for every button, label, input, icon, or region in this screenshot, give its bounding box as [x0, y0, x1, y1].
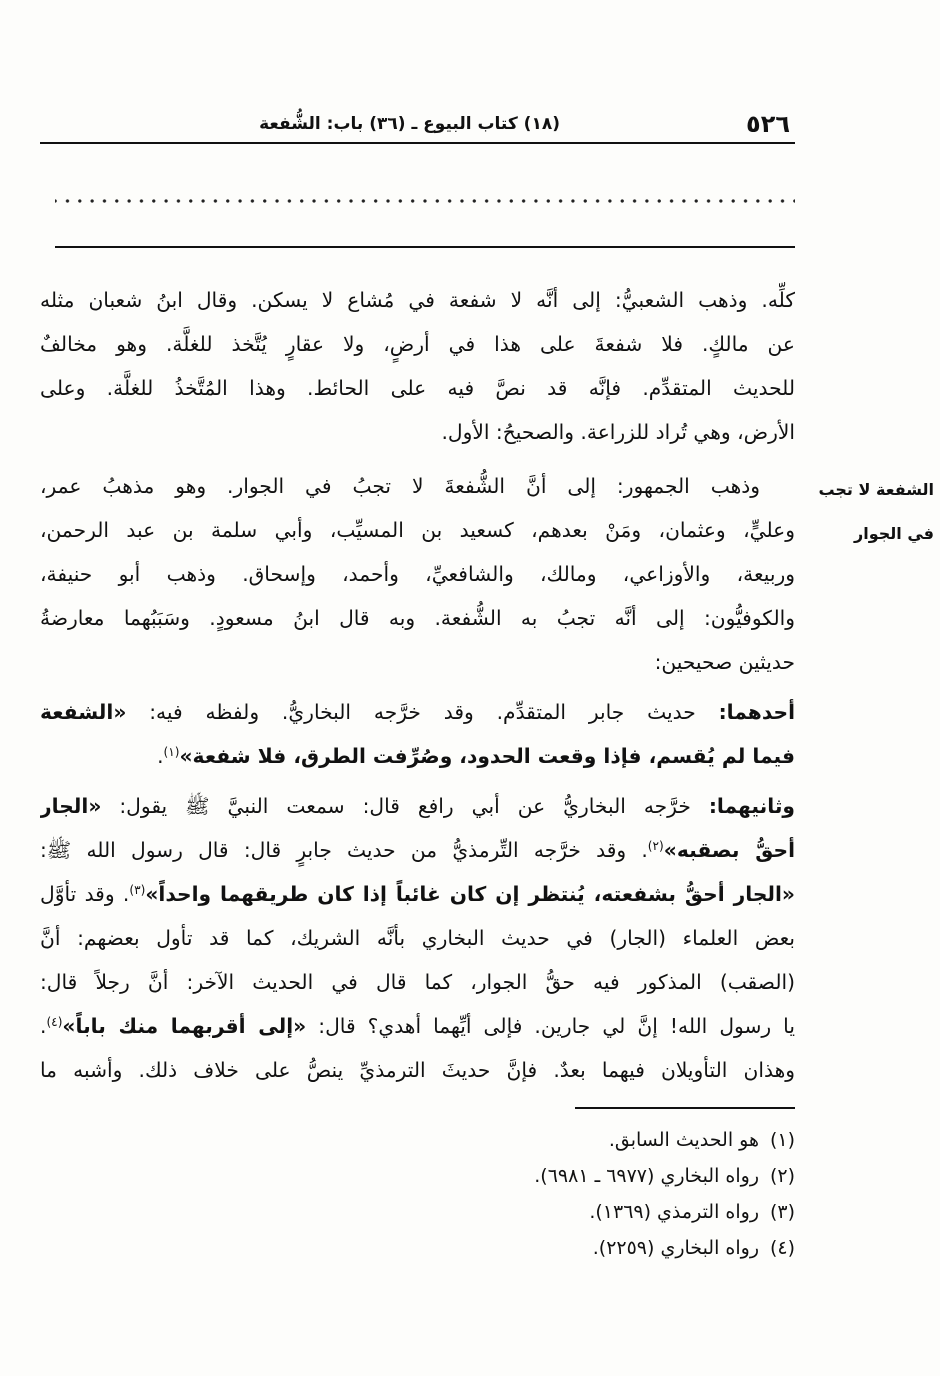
margin-note-line: في الجوار [854, 524, 934, 543]
text-line [40, 278, 795, 322]
paragraph [40, 690, 795, 778]
main-text [40, 278, 795, 1098]
text-segment: والكوفيُّون: إلى أنَّه تجبُ به الشُّفعة. وبه قال ابنُ مسعودٍ. وسَبَبُهما معارضةُ [40, 606, 795, 630]
section-rule [55, 246, 795, 248]
text-segment: حديثين صحيحين: [654, 650, 795, 674]
footnote-ref: (٤) [46, 1015, 63, 1030]
text-segment: وربيعة، والأوزاعي، ومالك، والشافعيِّ، وأحمد، وإسحاق. وذهب أبو حنيفة، [40, 562, 795, 586]
paragraph [40, 278, 795, 454]
footnote [40, 1122, 795, 1158]
paragraph [40, 784, 795, 1092]
footnote-text: هو الحديث السابق. [608, 1129, 759, 1151]
text-segment: بعض العلماء (الجار) في حديث البخاري بأنَّه الشريك، كما قد تأول بعضهم: أنَّ [40, 926, 795, 950]
text-segment: الأرض، وهي تُراد للزراعة. والصحيحُ: الأول. [441, 420, 795, 444]
header-rule [40, 142, 795, 144]
hadith-quote: «الشفعة [40, 700, 127, 724]
text-line [40, 366, 795, 410]
running-title: (١٨) كتاب البيوع ـ (٣٦) باب: الشُّفعة [259, 114, 560, 134]
page-number: ٥٢٦ [746, 110, 790, 138]
text-line [40, 828, 795, 872]
text-line [40, 960, 795, 1004]
footnote [40, 1158, 795, 1194]
footnote-marker: (٤) [769, 1237, 795, 1259]
text-segment: يا رسول الله! إنَّ لي جارين. فإلى أيِّهما أهدي؟ قال: [306, 1014, 795, 1038]
footnote [40, 1230, 795, 1266]
dotted-separator [55, 198, 795, 204]
margin-note-line: الشفعة لا تجب [818, 480, 934, 499]
footnote-ref: (٣) [129, 883, 146, 898]
footnote-marker: (٣) [769, 1201, 795, 1223]
text-segment: (الصقب) المذكور فيه حقُّ الجوار، كما قال في الحديث الآخر: أنَّ رجلاً قال: [40, 970, 795, 994]
text-line [40, 640, 795, 684]
text-segment: وذهب الجمهور: إلى أنَّ الشُّفعةَ لا تجبُ في الجوار. وهو مذهبُ عمر، [40, 474, 760, 498]
text-segment: وعليٍّ، وعثمان، ومَنْ بعدهم، كسعيد بن المسيِّب، وأبي سلمة بن عبد الرحمن، [40, 518, 795, 542]
text-line [40, 508, 795, 552]
text-line [40, 784, 795, 828]
text-segment: . وقد تأوَّل [40, 882, 130, 906]
footnote-rule [575, 1107, 795, 1109]
text-line [40, 410, 795, 454]
footnote-ref: (٢) [647, 839, 664, 854]
hadith-quote: فيما لم يُقسم، فإذا وقعت الحدود، وصُرِّفت الطرق، فلا شفعة» [179, 744, 795, 768]
text-segment: كلِّه. وذهب الشعبيُّ: إلى أنَّه لا شفعة في مُشاع لا يسكن. وقال ابنُ شعبان مثله [40, 288, 795, 312]
hadith-quote: «الجار أحقُّ بشفعته، يُنتظر إن كان غائباً إذا كان طريقهما واحداً» [145, 882, 795, 906]
bold-term: وثانيهما: [708, 794, 795, 818]
text-line [40, 734, 795, 778]
footnote-text: رواه البخاري (٦٩٧٧ ـ ٦٩٨١). [534, 1165, 759, 1187]
bold-term: أحدهما: [718, 700, 795, 724]
text-segment: . [157, 744, 164, 768]
footnote-marker: (١) [769, 1129, 795, 1151]
text-line [40, 690, 795, 734]
text-line [40, 1048, 795, 1092]
text-line [40, 464, 795, 508]
footnote-marker: (٢) [769, 1165, 795, 1187]
footnote [40, 1194, 795, 1230]
margin-note [802, 468, 934, 556]
footnotes [40, 1122, 795, 1266]
hadith-quote: «إلى أقربهما منك باباً» [62, 1014, 307, 1038]
text-segment: عن مالكٍ. فلا شفعةَ على هذا في أرضٍ، ولا عقارٍ يُتَّخذ للغلَّة. وهو مخالفٌ [40, 332, 795, 356]
text-segment: . [40, 1014, 47, 1038]
text-line [40, 552, 795, 596]
text-segment: خرَّجه البخاريُّ عن أبي رافع قال: سمعت النبيَّ ﷺ يقول: [101, 794, 709, 818]
text-line [40, 596, 795, 640]
footnote-text: رواه البخاري (٢٢٥٩). [592, 1237, 759, 1259]
text-segment: . وقد خرَّجه التِّرمذيُّ من حديث جابرٍ قال: قال رسول الله ﷺ: [40, 838, 648, 862]
text-segment: للحديث المتقدِّم. فإنَّه قد نصَّ فيه على الحائط. وهذا المُتَّخذُ للغلَّة. وعلى [40, 376, 795, 400]
paragraph [40, 464, 795, 684]
text-line [40, 872, 795, 916]
footnote-ref: (١) [163, 745, 180, 760]
text-segment: وهذان التأويلان فيهما بعدٌ. فإنَّ حديثَ الترمذيِّ ينصُّ على خلاف ذلك. وأشبه ما [40, 1058, 795, 1082]
text-segment: حديث جابر المتقدِّم. وقد خرَّجه البخاريُّ. ولفظه فيه: [126, 700, 719, 724]
text-line [40, 322, 795, 366]
text-line [40, 916, 795, 960]
hadith-quote: «الجار [40, 794, 102, 818]
hadith-quote: أحقُّ بصقبه» [663, 838, 795, 862]
text-line [40, 1004, 795, 1048]
footnote-text: رواه الترمذي (١٣٦٩). [589, 1201, 759, 1223]
